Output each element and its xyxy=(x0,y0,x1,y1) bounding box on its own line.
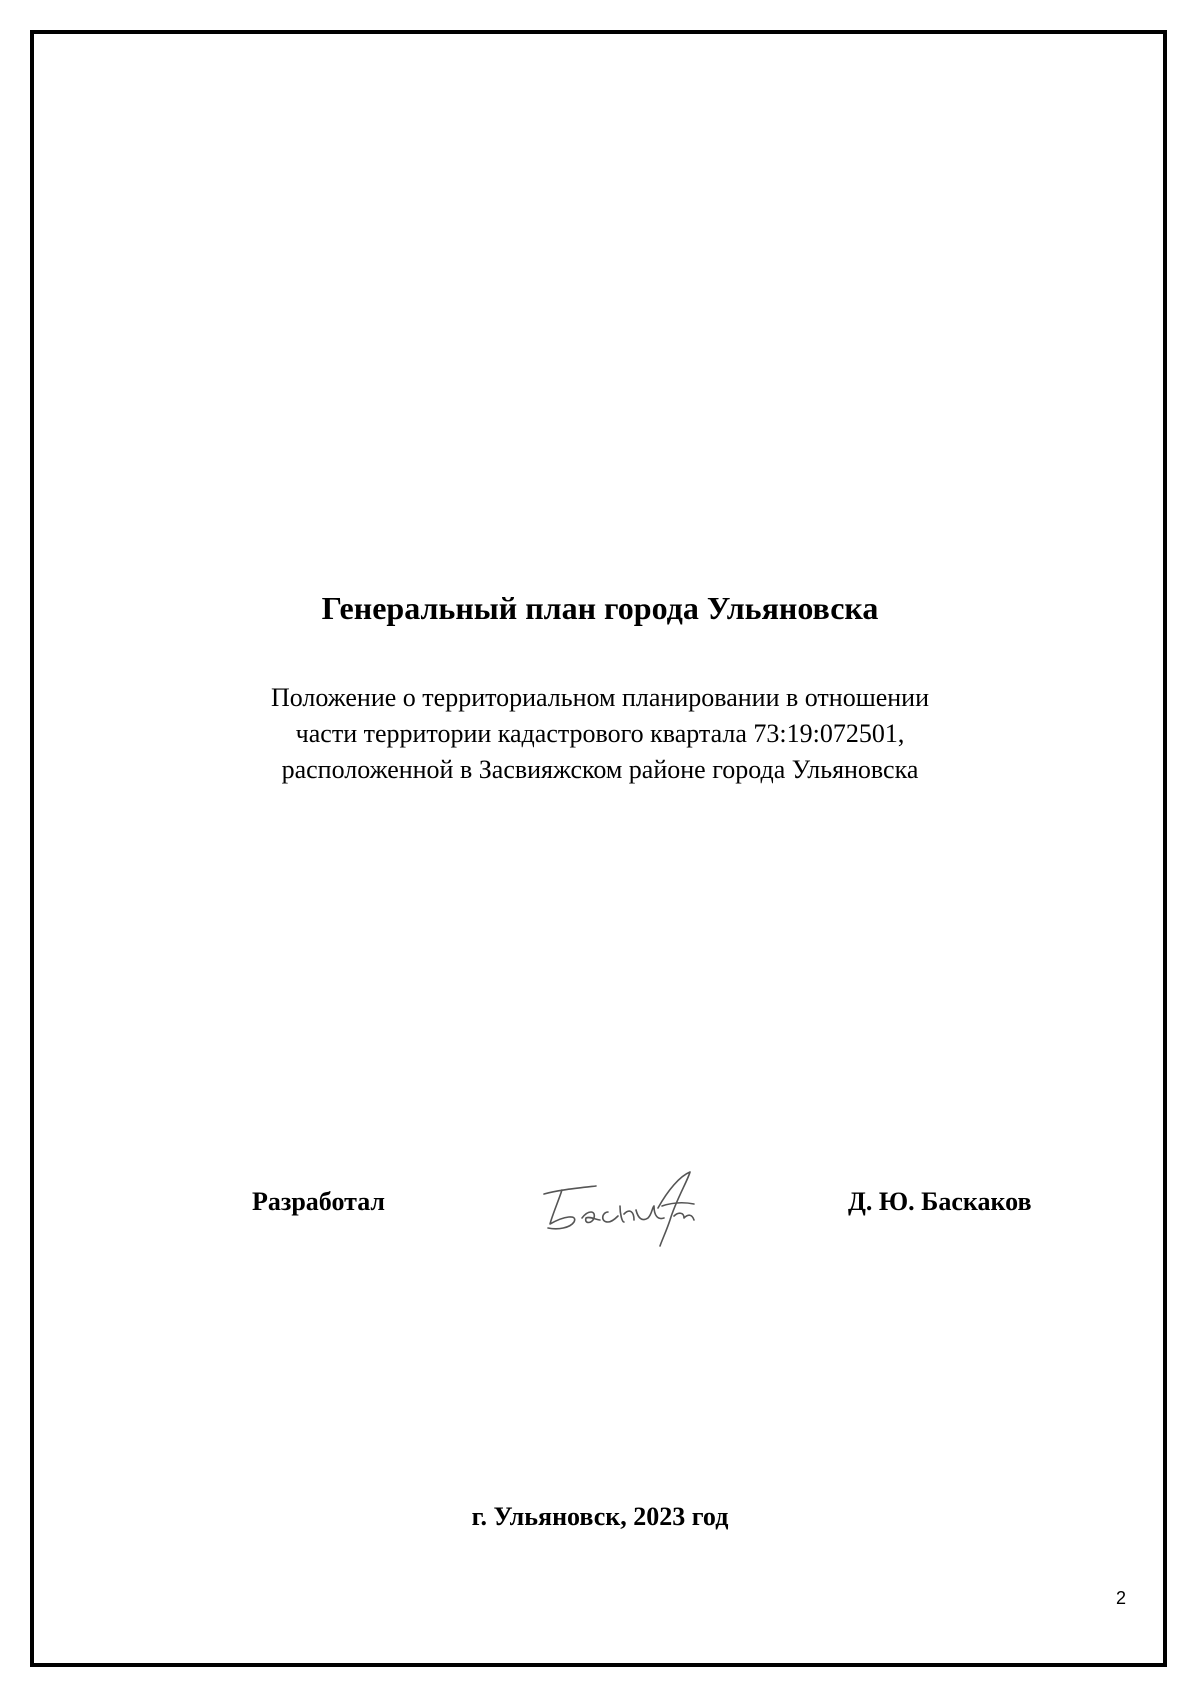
handwritten-signature xyxy=(538,1160,728,1250)
document-subtitle xyxy=(0,680,1200,788)
document-title: Генеральный план города Ульяновска xyxy=(321,590,879,626)
signer-name: Д. Ю. Баскаков xyxy=(848,1187,1032,1216)
signature-row xyxy=(0,1160,1200,1280)
developed-label: Разработал xyxy=(252,1187,386,1216)
subtitle-line-3: расположенной в Засвияжском районе города Ульяновска xyxy=(281,755,919,784)
city-year: г. Ульяновск, 2023 год xyxy=(471,1502,729,1531)
page-frame xyxy=(30,30,1167,1667)
subtitle-line-1: Положение о территориальном планировании в отношении xyxy=(271,683,929,712)
page-number: 2 xyxy=(1116,1588,1127,1608)
subtitle-line-2: части территории кадастрового квартала 73:19:072501, xyxy=(295,719,905,748)
